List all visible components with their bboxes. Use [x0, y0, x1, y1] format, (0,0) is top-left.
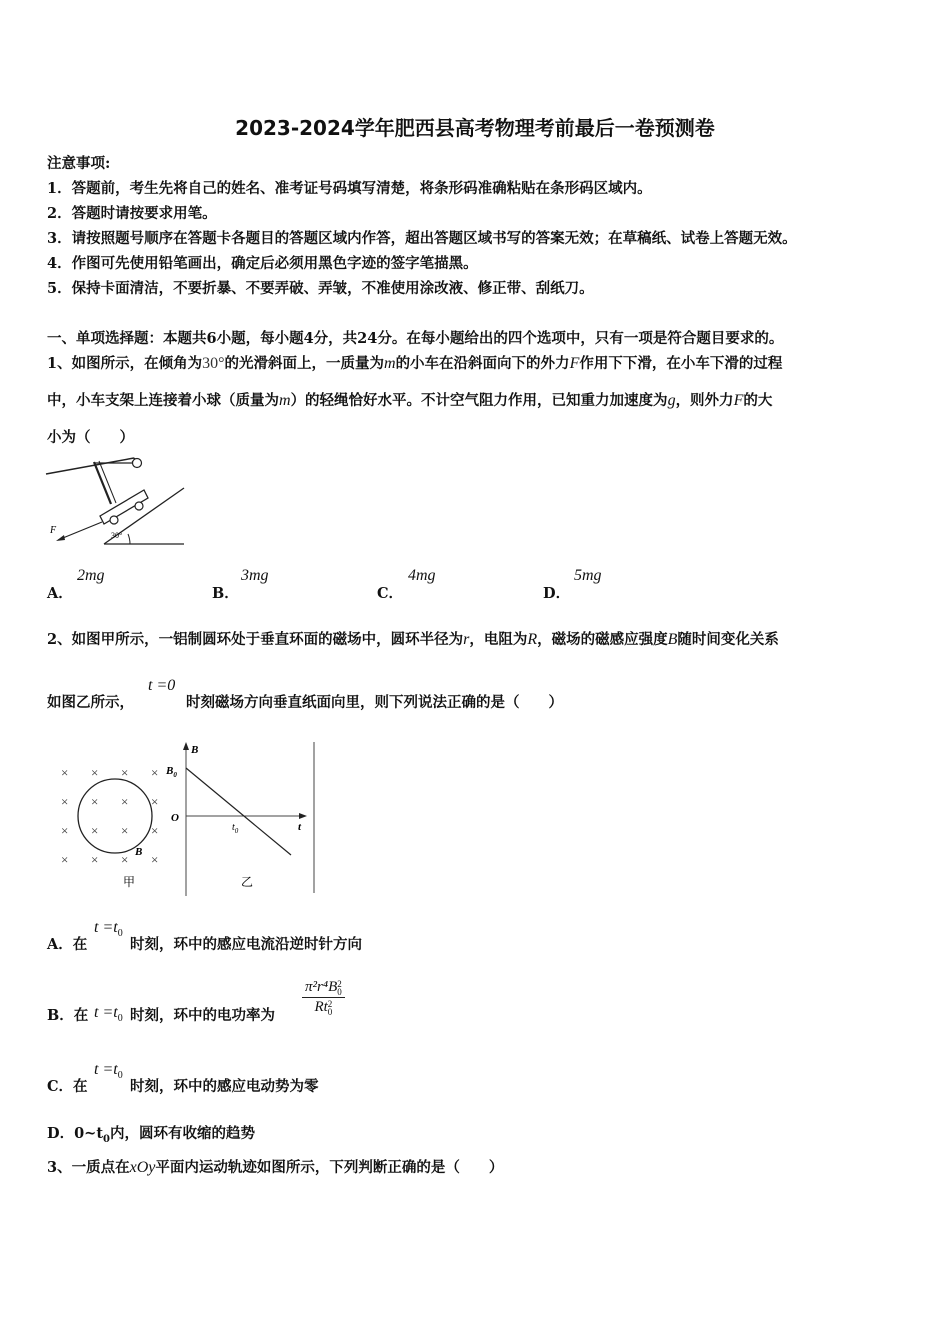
- section-heading: 一、单项选择题：本题共6小题，每小题4分，共24分。在每小题给出的四个选项中，只有一项是符合题目要求的。: [47, 330, 784, 347]
- figure-yi-label: 乙: [241, 875, 254, 889]
- page-title: 2023-2024学年肥西县高考物理考前最后一卷预测卷: [235, 116, 715, 140]
- cross-mark: ×: [151, 765, 159, 780]
- q2-option-b-text: 时刻，环中的电功率为: [130, 1007, 275, 1024]
- q1-line3: 小为（ ）: [47, 429, 134, 446]
- b0-label: $B_0$: [166, 765, 177, 779]
- q1-angle-label: 30°: [111, 531, 123, 540]
- q2-option-a-label: A．在: [47, 936, 88, 953]
- q1-option-b-label: B．: [212, 585, 239, 602]
- q2-option-a-text: 时刻，环中的感应电流沿逆时针方向: [130, 936, 362, 953]
- q2-option-b-fraction: π²r⁴B 2 0 Rt 2 0: [302, 979, 345, 1016]
- b-vs-t-line: [186, 768, 291, 855]
- cross-mark: ×: [91, 823, 99, 838]
- q2-line2a: 如图乙所示，: [47, 694, 134, 711]
- q2-option-b-math: $t =t_0$: [94, 1004, 123, 1025]
- q1-option-a-value: 2mg: [77, 567, 105, 584]
- cross-mark: ×: [61, 765, 69, 780]
- t-axis-label: t: [298, 821, 302, 833]
- t0-label: $t_0$: [232, 822, 239, 835]
- cross-mark: ×: [151, 794, 159, 809]
- b-axis-label: B: [191, 744, 199, 756]
- cross-mark: ×: [121, 823, 129, 838]
- q3-line1: 3、一质点在xOy平面内运动轨迹如图所示，下列判断正确的是（ ）: [47, 1159, 504, 1176]
- ring-b-label: B: [135, 846, 143, 858]
- cross-mark: ×: [121, 794, 129, 809]
- q2-option-c-math: $t =t_0$: [94, 1061, 123, 1082]
- cross-mark: ×: [91, 765, 99, 780]
- q1-option-c-value: 4mg: [408, 567, 436, 584]
- cross-mark: ×: [61, 852, 69, 867]
- q2-option-a-math: $t =t_0$: [94, 919, 123, 940]
- note-item: 1．答题前，考生先将自己的姓名、准考证号码填写清楚，将条形码准确粘贴在条形码区域内。: [47, 180, 652, 197]
- q2-option-b-label: B．在: [47, 1007, 89, 1024]
- q1-option-c-label: C．: [377, 585, 404, 602]
- q1-option-d-label: D．: [543, 585, 571, 602]
- note-item: 5．保持卡面清洁，不要折暴、不要弄破、弄皱，不准使用涂改液、修正带、刮纸刀。: [47, 280, 594, 297]
- q1-line1: 1、如图所示，在倾角为30°的光滑斜面上，一质量为m的小车在沿斜面向下的外力F作用下下滑，在小车下滑的过程: [47, 355, 783, 372]
- q1-option-d-value: 5mg: [574, 567, 602, 584]
- q2-t0-math: t =0: [148, 677, 176, 694]
- note-item: 3．请按照题号顺序在答题卡各题目的答题区域内作答，超出答题区域书写的答案无效；在草稿纸、试卷上答题无效。: [47, 230, 797, 247]
- cross-mark: ×: [151, 823, 159, 838]
- q1-force-label: F: [50, 525, 57, 536]
- q2-option-c-label: C．在: [47, 1078, 88, 1095]
- cross-mark: ×: [91, 794, 99, 809]
- note-item: 4．作图可先使用铅笔画出，确定后必须用黑色字迹的签字笔描黑。: [47, 255, 478, 272]
- cross-mark: ×: [121, 852, 129, 867]
- cross-mark: ×: [61, 794, 69, 809]
- notes-heading: 注意事项:: [47, 155, 111, 172]
- magnetic-field-crosses: [61, 765, 158, 867]
- q2-option-c-text: 时刻，环中的感应电动势为零: [130, 1078, 319, 1095]
- q2-figure: [55, 738, 320, 896]
- cross-mark: ×: [121, 765, 129, 780]
- aluminum-ring: [78, 779, 152, 853]
- cross-mark: ×: [61, 823, 69, 838]
- q1-line2: 中，小车支架上连接着小球（质量为m）的轻绳恰好水平。不计空气阻力作用，已知重力加速度为g，则外力F的大: [47, 392, 773, 409]
- q1-incline-figure: [44, 452, 189, 550]
- cross-mark: ×: [91, 852, 99, 867]
- q1-option-b-value: 3mg: [241, 567, 269, 584]
- q1-option-a-label: A．: [47, 585, 73, 602]
- q2-line1: 2、如图甲所示，一铝制圆环处于垂直环面的磁场中，圆环半径为r，电阻为R，磁场的磁感应强度B随时间变化关系: [47, 631, 779, 648]
- q2-option-d: D．$0\sim t_0$内，圆环有收缩的趋势: [47, 1125, 255, 1145]
- q2-line2b: 时刻磁场方向垂直纸面向里，则下列说法正确的是（ ）: [186, 694, 563, 711]
- cross-mark: ×: [151, 852, 159, 867]
- origin-label: O: [171, 812, 179, 824]
- note-item: 2．答题时请按要求用笔。: [47, 205, 217, 222]
- figure-jia-label: 甲: [123, 875, 136, 889]
